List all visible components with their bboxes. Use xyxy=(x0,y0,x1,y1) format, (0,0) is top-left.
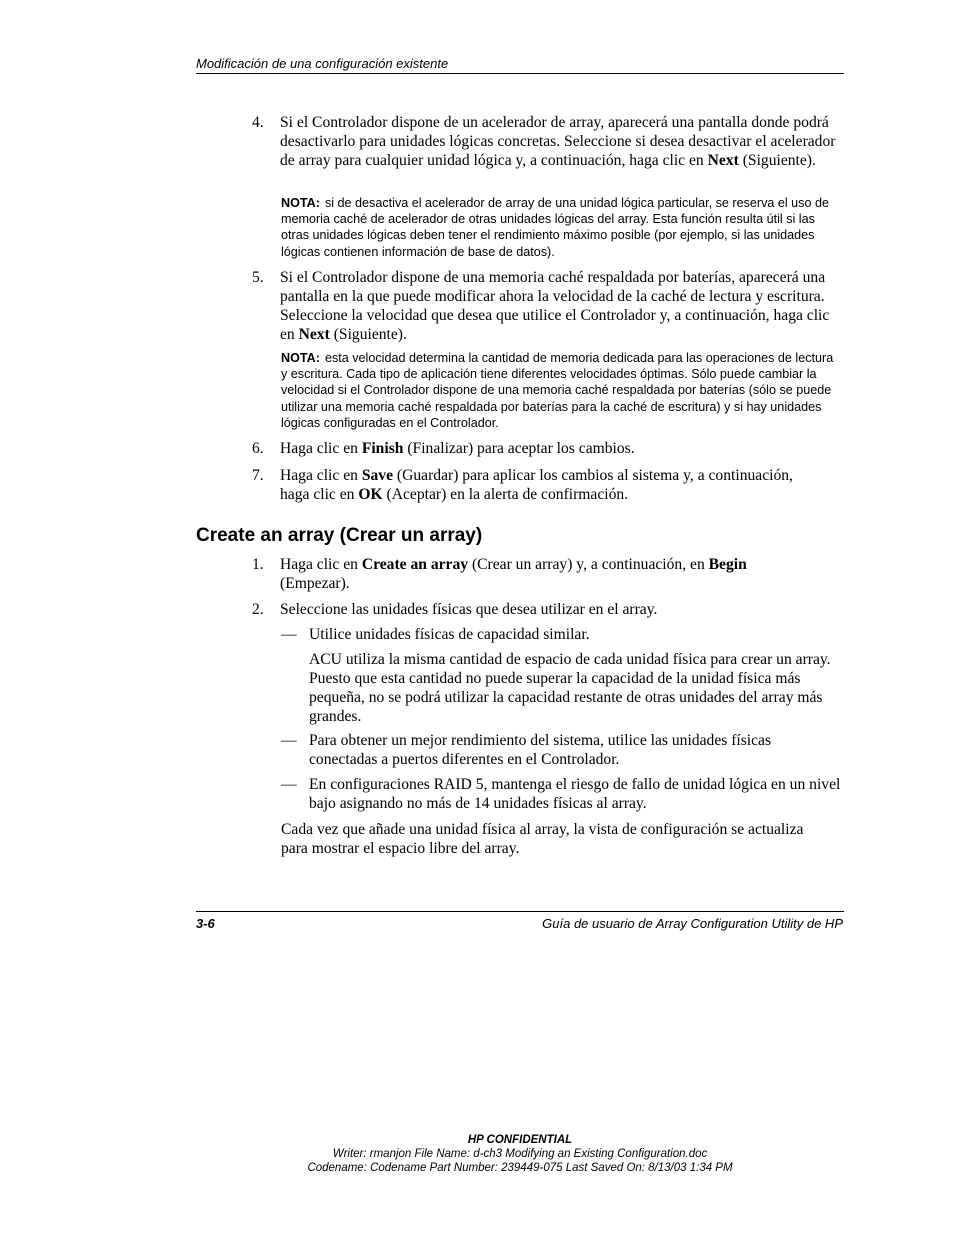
acu-paragraph: ACU utiliza la misma cantidad de espacio de cada unidad física para crear un array. Puesto que esta cantidad no puede superar la capacidad de la unidad física más pequeña, no se podrá utilizar la capacidad restante de otras unidades del array más grandes. xyxy=(309,651,831,725)
ui-term: Save xyxy=(361,467,394,484)
note-accelerator xyxy=(281,195,841,260)
step-number: 1. xyxy=(252,556,264,573)
section-heading: Create an array (Crear un array) xyxy=(196,525,483,546)
running-header: Modificación de una configuración existente xyxy=(196,56,449,71)
step-6 xyxy=(252,439,842,458)
confidential-title: HP CONFIDENTIAL xyxy=(467,1134,573,1146)
dash-text: Para obtener un mejor rendimiento del sistema, utilice las unidades físicas conectadas a puertos diferentes en el Controlador. xyxy=(309,732,772,768)
step-text xyxy=(280,113,842,170)
step-4 xyxy=(252,113,842,170)
step-5 xyxy=(252,268,842,344)
note-cache-ratio xyxy=(281,350,841,431)
dash-mark: — xyxy=(281,776,297,793)
step-number: 5. xyxy=(252,269,264,286)
step-text xyxy=(280,466,812,504)
ui-term: Create an array xyxy=(361,556,469,573)
text-run: Haga clic en xyxy=(280,556,362,573)
ui-term: Next xyxy=(707,152,739,169)
text-run: (Siguiente). xyxy=(329,326,407,343)
header-rule xyxy=(196,73,844,74)
dash-text: En configuraciones RAID 5, mantenga el riesgo de fallo de unidad lógica en un nivel bajo asignando no más de 14 unidades físicas al array. xyxy=(309,776,841,812)
text-run: (Siguiente). xyxy=(738,152,816,169)
guide-title: Guía de usuario de Array Configuration Utility de HP xyxy=(542,916,843,931)
ui-term: Begin xyxy=(708,556,747,573)
footer-rule xyxy=(196,911,844,912)
ui-term: Next xyxy=(298,326,330,343)
create-step-2 xyxy=(252,600,842,619)
step-number: 2. xyxy=(252,601,264,618)
dash-item-raid5 xyxy=(281,775,843,813)
dash-mark: — xyxy=(281,732,297,749)
step-text xyxy=(280,600,842,619)
confidential-line-1: Writer: rmanjon File Name: d-ch3 Modifying an Existing Configuration.doc xyxy=(332,1148,708,1160)
step-number: 6. xyxy=(252,440,264,457)
text-run: (Crear un array) y, a continuación, en xyxy=(468,556,709,573)
note-text: si de desactiva el acelerador de array de una unidad lógica particular, se reserva el uso de memoria caché de acelerador de otras unidades lógicas del array. Esta función resulta útil si las otras unidades lógicas deben tener el rendimiento máximo posible (por ejemplo, si las unidades lógicas contienen información de base de datos). xyxy=(281,196,829,259)
text-run: Seleccione las unidades físicas que desea utilizar en el array. xyxy=(280,601,658,618)
text-run: (Aceptar) en la alerta de confirmación. xyxy=(382,486,629,503)
page-number: 3-6 xyxy=(196,916,215,931)
note-label: NOTA: xyxy=(281,351,320,365)
step-number: 4. xyxy=(252,114,264,131)
ui-term: OK xyxy=(358,486,383,503)
confidential-line-2: Codename: Codename Part Number: 239449-075 Last Saved On: 8/13/03 1:34 PM xyxy=(307,1162,733,1174)
step-text xyxy=(280,555,812,593)
note-label: NOTA: xyxy=(281,196,320,210)
dash-item-performance xyxy=(281,731,843,769)
step-7 xyxy=(252,466,812,504)
dash-item-similar-capacity xyxy=(281,625,843,644)
text-run: (Guardar) para aplicar los cambios al sistema y, a continuación, haga clic en xyxy=(280,467,793,503)
dash-text: Utilice unidades físicas de capacidad similar. xyxy=(309,626,590,643)
dash-mark: — xyxy=(281,626,297,643)
step-text xyxy=(280,439,842,458)
note-text: esta velocidad determina la cantidad de memoria dedicada para las operaciones de lectura y escritura. Cada tipo de aplicación tiene diferentes velocidades óptimas. Sólo puede cambiar la velocidad si el Controlador dispone de una memoria caché respaldada por baterías (sólo se puede utilizar una memoria caché respaldada por baterías para la caché de escritura) y si hay unidades lógicas configuradas en el Controlador. xyxy=(281,351,834,430)
text-run: Si el Controlador dispone de una memoria caché respaldada por baterías, aparecerá una pantalla en la que puede modificar ahora la velocidad de la caché de lectura y escritura. Seleccione la velocidad que desea que utilice el Controlador y, a continuación, haga clic en xyxy=(280,269,830,343)
ui-term: Finish xyxy=(361,440,404,457)
text-run: Haga clic en xyxy=(280,467,362,484)
step-text xyxy=(280,268,842,344)
text-run: (Empezar). xyxy=(280,575,350,592)
step-number: 7. xyxy=(252,467,264,484)
create-step-1 xyxy=(252,555,812,593)
text-run: Si el Controlador dispone de un acelerador de array, aparecerá una pantalla donde podrá desactivarlo para unidades lógicas concretas. Seleccione si desea desactivar el acelerador de array para cualquier unidad lógica y, a continuación, haga clic en xyxy=(280,114,836,169)
confidential-block xyxy=(200,1133,840,1175)
text-run: (Finalizar) para aceptar los cambios. xyxy=(403,440,635,457)
closing-paragraph: Cada vez que añade una unidad física al array, la vista de configuración se actualiza para mostrar el espacio libre del array. xyxy=(281,821,804,857)
text-run: Haga clic en xyxy=(280,440,362,457)
